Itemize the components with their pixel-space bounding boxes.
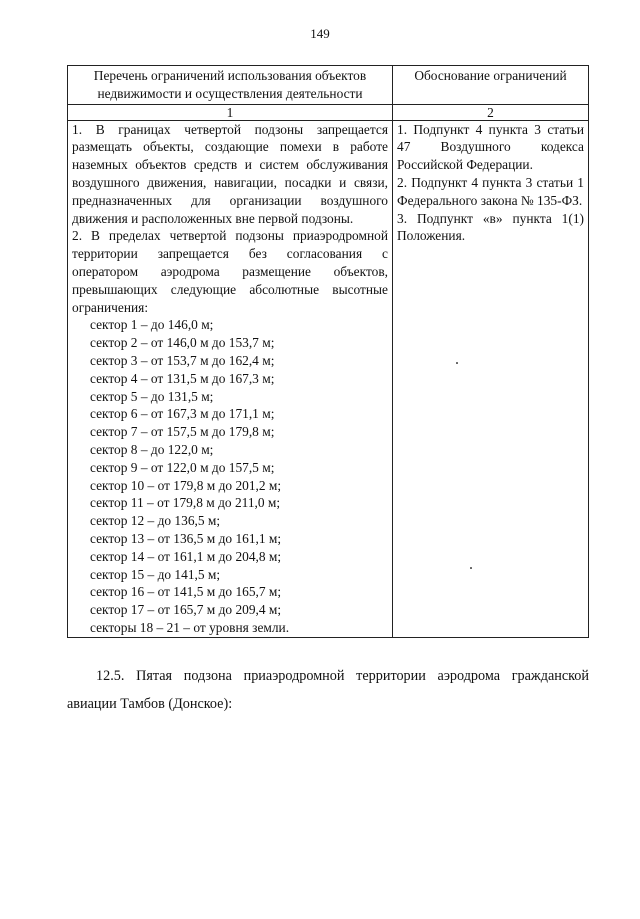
basis-item-2: 2. Подпункт 4 пункта 3 статьи 1 Федерального закона № 135-ФЗ. [397, 174, 584, 208]
sector-item: сектор 6 – от 167,3 м до 171,1 м; [90, 406, 275, 422]
restriction-item-1: 1. В границах четвертой подзоны запрещается размещать объекты, создающие помехи в работе наземных объектов средств и систем обслуживания воздушного движения, навигации, посадки и связи, предназначенных для организации воздушного движения и расположенных вне первой подзоны. [72, 121, 388, 226]
column-number-1: 1 [68, 104, 393, 120]
sector-item: сектор 14 – от 161,1 м до 204,8 м; [90, 548, 282, 564]
sector-item: сектор 13 – от 136,5 м до 161,1 м; [90, 530, 282, 546]
sector-item: сектор 8 – до 122,0 м; [90, 441, 214, 457]
scan-speck [470, 567, 472, 569]
sector-item: сектор 12 – до 136,5 м; [90, 513, 221, 529]
column-number-row [68, 104, 589, 120]
sector-item: сектор 1 – до 146,0 м; [90, 317, 214, 333]
sector-item: сектор 7 – от 157,5 м до 179,8 м; [90, 424, 275, 440]
page-number: 149 [310, 26, 330, 41]
sector-item: сектор 2 – от 146,0 м до 153,7 м; [90, 335, 275, 351]
sector-item: сектор 16 – от 141,5 м до 165,7 м; [90, 584, 282, 600]
sector-item: сектор 3 – от 153,7 м до 162,4 м; [90, 352, 275, 368]
scan-speck [456, 362, 458, 364]
sector-item: сектор 15 – до 141,5 м; [90, 566, 221, 582]
sector-item: сектор 11 – от 179,8 м до 211,0 м; [90, 495, 281, 511]
table-row [68, 120, 589, 637]
sector-item: сектор 17 – от 165,7 м до 209,4 м; [90, 602, 282, 618]
restrictions-table [67, 65, 589, 638]
column-number-2: 2 [393, 104, 589, 120]
sector-item: сектор 5 – до 131,5 м; [90, 388, 214, 404]
basis-item-1: 1. Подпункт 4 пункта 3 статьи 47 Воздушного кодекса Российской Федерации. [397, 121, 584, 173]
section-paragraph: 12.5. Пятая подзона приаэродромной территории аэродрома гражданской авиации Тамбов (Донское): [67, 668, 589, 712]
header-restrictions-list: Перечень ограничений использования объектов недвижимости и осуществления деятельности [68, 66, 393, 105]
table-header-row [68, 66, 589, 105]
header-restrictions-basis: Обоснование ограничений [393, 66, 589, 105]
basis-cell [393, 120, 589, 637]
sector-item: сектор 9 – от 122,0 м до 157,5 м; [90, 459, 275, 475]
basis-item-3: 3. Подпункт «в» пункта 1(1) Положения. [397, 210, 584, 244]
sector-item: сектор 4 – от 131,5 м до 167,3 м; [90, 370, 275, 386]
sector-item: сектор 10 – от 179,8 м до 201,2 м; [90, 477, 282, 493]
restrictions-cell [68, 120, 393, 637]
sector-item: секторы 18 – 21 – от уровня земли. [90, 619, 290, 635]
restriction-item-2: 2. В пределах четвертой подзоны приаэродромной территории запрещается без согласования с оператором аэродрома размещение объектов, превышающих следующие абсолютные высотные ограничения: [72, 228, 388, 315]
sector-list [72, 316, 388, 636]
